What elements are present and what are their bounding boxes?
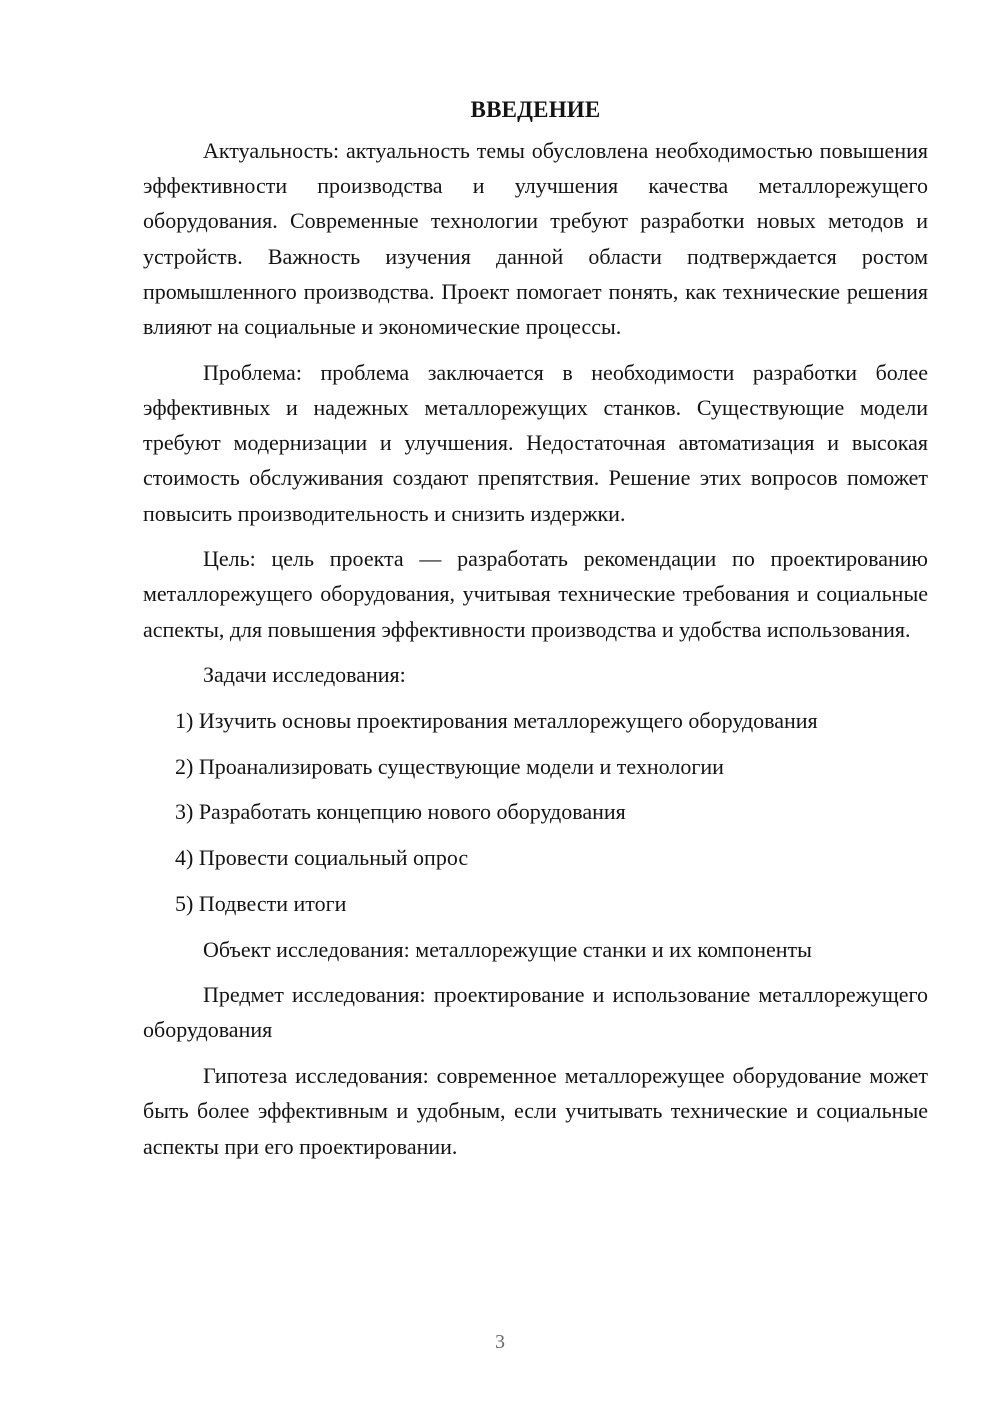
hypothesis-paragraph: Гипотеза исследования: современное металлорежущее оборудование может быть более эффективным и удобным, если учитывать технические и социальные аспекты при его проектировании.: [143, 1063, 928, 1159]
task-item: 3) Разработать концепцию нового оборудования: [175, 799, 626, 825]
task-item: 5) Подвести итоги: [175, 890, 347, 916]
subject-paragraph: Предмет исследования: проектирование и использование металлорежущего оборудования: [143, 982, 928, 1043]
tasks-heading: Задачи исследования:: [203, 662, 406, 688]
object-paragraph: Объект исследования: металлорежущие станки и их компоненты: [203, 936, 812, 962]
document-page: [143, 92, 928, 1174]
task-item: 4) Провести социальный опрос: [175, 845, 469, 871]
task-item: 1) Изучить основы проектирования металлорежущего оборудования: [175, 708, 818, 734]
goal-paragraph: Цель: цель проекта — разработать рекомендации по проектированию металлорежущего оборудования, учитывая технические требования и социальные аспекты, для повышения эффективности производства и удобства использования.: [143, 546, 928, 642]
problem-paragraph: Проблема: проблема заключается в необходимости разработки более эффективных и надежных металлорежущих станков. Существующие модели требуют модернизации и улучшения. Недостаточная автоматизация и высокая стоимость обслуживания создают препятствия. Решение этих вопросов поможет повысить производительность и снизить издержки.: [143, 359, 928, 526]
relevance-paragraph: Актуальность: актуальность темы обусловлена необходимостью повышения эффективности производства и улучшения качества металлорежущего оборудования. Современные технологии требуют разработки новых методов и устройств. Важность изучения данной области подтверждается ростом промышленного производства. Проект помогает понять, как технические решения влияют на социальные и экономические процессы.: [143, 138, 928, 340]
task-item: 2) Проанализировать существующие модели и технологии: [175, 753, 724, 779]
page-number: 3: [495, 1331, 505, 1353]
tasks-list: [143, 703, 928, 921]
section-title: ВВЕДЕНИЕ: [470, 97, 601, 122]
